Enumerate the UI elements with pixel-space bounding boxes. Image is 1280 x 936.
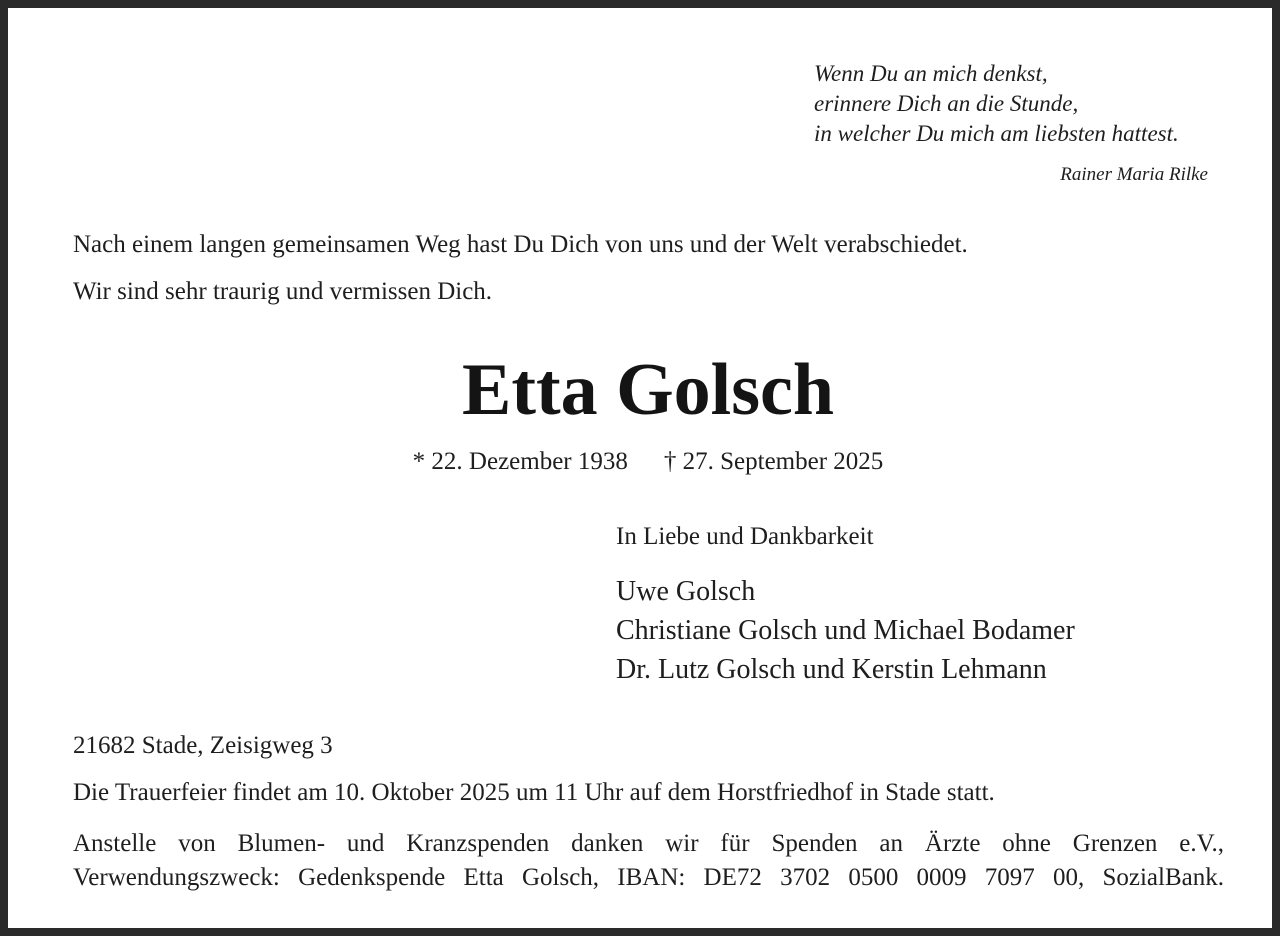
poem-line: in welcher Du mich am liebsten hattest.: [814, 121, 1179, 146]
mourners-list: [616, 572, 1075, 689]
mourner-name: Christiane Golsch und Michael Bodamer: [616, 615, 1075, 646]
signoff-text: In Liebe und Dankbarkeit: [616, 523, 874, 550]
life-dates: [8, 448, 1280, 476]
poem-author: Rainer Maria Rilke: [1060, 164, 1208, 185]
birth-date: * 22. Dezember 1938: [412, 448, 628, 475]
address: 21682 Stade, Zeisigweg 3: [73, 732, 333, 759]
death-date: † 27. September 2025: [663, 448, 884, 475]
deceased-name: Etta Golsch: [461, 349, 835, 431]
donation-info: [73, 827, 1224, 895]
ceremony-info: Die Trauerfeier findet am 10. Oktober 2025 um 11 Uhr auf dem Horstfriedhof in Stade statt.: [73, 779, 995, 806]
poem-line: erinnere Dich an die Stunde,: [814, 91, 1079, 116]
intro-text: Wir sind sehr traurig und vermissen Dich.: [73, 278, 493, 305]
donation-line: Anstelle von Blumen- und Kranzspenden danken wir für Spenden an Ärzte ohne Grenzen e.V.,: [73, 830, 1224, 857]
poem-line: Wenn Du an mich denkst,: [814, 61, 1048, 86]
intro-text: Nach einem langen gemeinsamen Weg hast Du Dich von uns und der Welt verabschiedet.: [73, 231, 968, 258]
mourner-name: Uwe Golsch: [616, 576, 756, 607]
donation-line: Verwendungszweck: Gedenkspende Etta Golsch, IBAN: DE72 3702 0500 0009 7097 00, SozialBank.: [73, 864, 1224, 891]
poem-quote: [814, 59, 1234, 149]
mourner-name: Dr. Lutz Golsch und Kerstin Lehmann: [616, 654, 1047, 685]
